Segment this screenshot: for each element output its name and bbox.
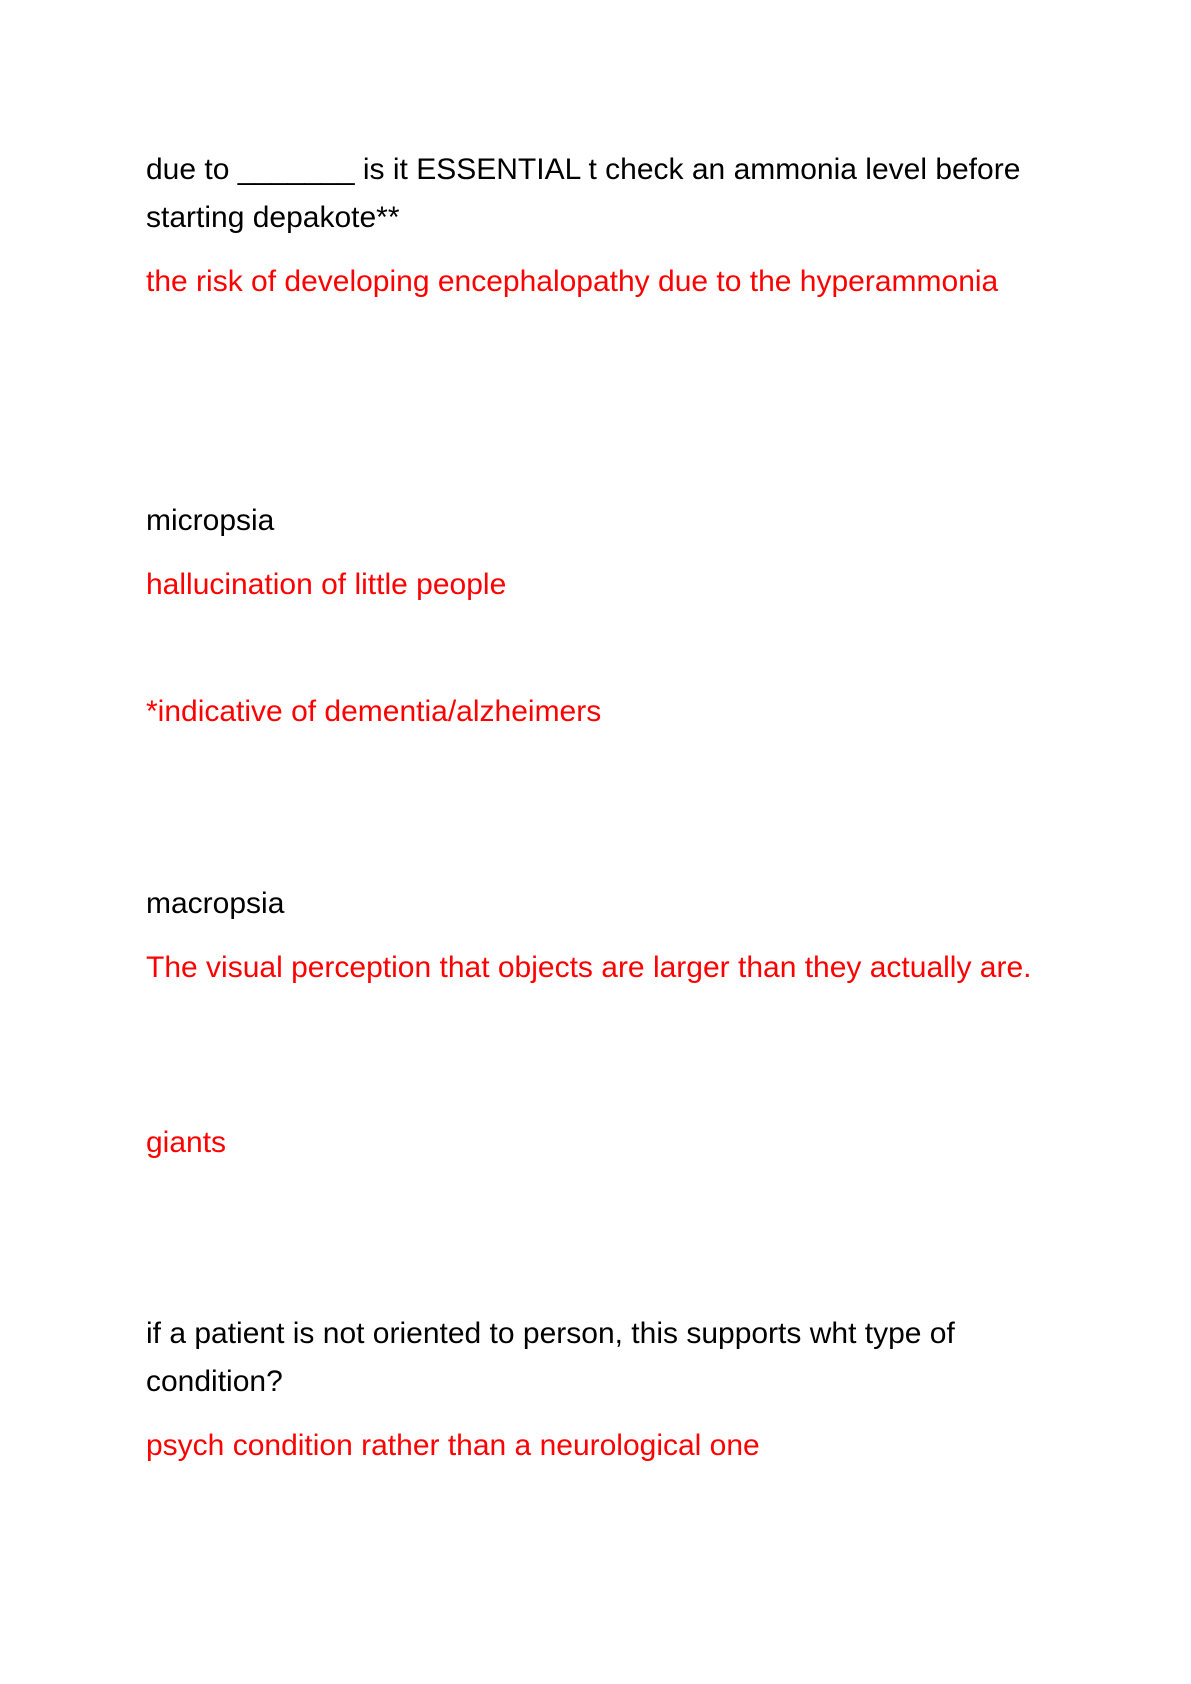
card-3-answer: The visual perception that objects are larger than they actually are. xyxy=(146,951,1032,984)
card-3-note: giants xyxy=(146,1126,227,1159)
card-2-question: micropsia xyxy=(146,504,275,537)
card-4-question: if a patient is not oriented to person, this supports wht type of condition? xyxy=(146,1317,955,1398)
card-2-note: *indicative of dementia/alzheimers xyxy=(146,695,602,728)
card-2-answer: hallucination of little people xyxy=(146,568,507,601)
card-3-question: macropsia xyxy=(146,887,285,920)
card-1-question: due to _______ is it ESSENTIAL t check an ammonia level before starting depakote** xyxy=(146,153,1021,234)
card-1-answer: the risk of developing encephalopathy due to the hyperammonia xyxy=(146,265,999,298)
card-4-answer: psych condition rather than a neurological one xyxy=(146,1429,760,1462)
